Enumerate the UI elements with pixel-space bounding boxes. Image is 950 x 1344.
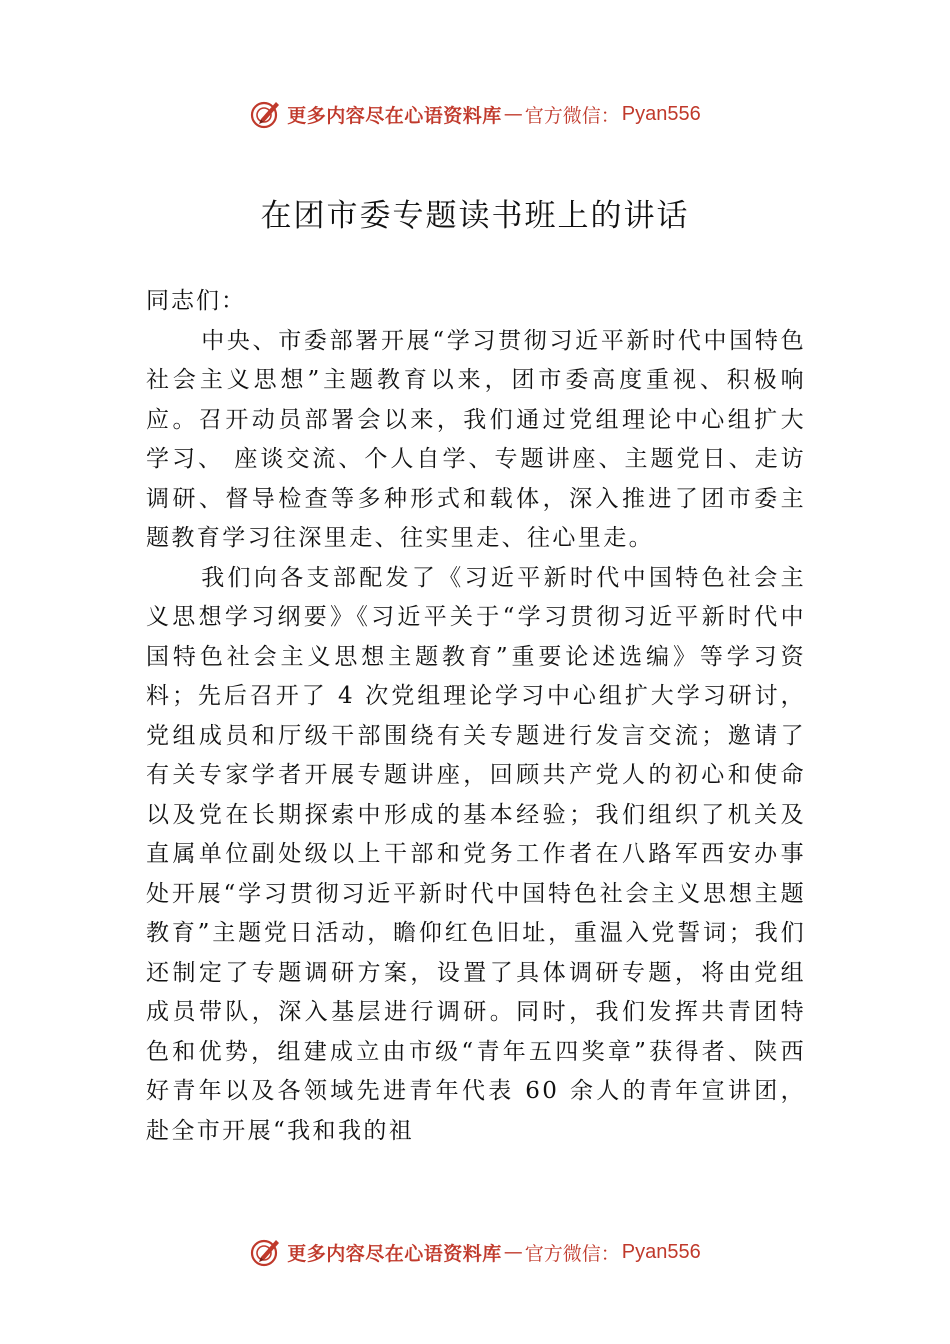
pen-logo-icon — [249, 1235, 283, 1269]
banner-text: 更多内容尽在心语资料库 — [287, 104, 502, 127]
document-title: 在团市委专题读书班上的讲话 — [260, 198, 690, 234]
paragraph: 我们向各支部配发了《习近平新时代中国特色社会主义思想学习纲要》《习近平关于“学习贯彻习近平新时代中国特色社会主义思想主题教育”重要论述选编》等学习资料；先后召开了 4 次党组理论学习中心组扩大学习研讨，党组成员和厅级干部围绕有关专题进行发言交流；邀请了有关专家学者开展专题讲座，回顾共产党人的初心和使命以及党在长期探索中形成的基本经验；我们组织了机关及直属单位副处级以上干部和党务工作者在八路军西安办事处开展“学习贯彻习近平新时代中国特色社会主义思想主题教育”主题党日活动，瞻仰红色旧址，重温入党誓词；我们还制定了专题调研方案，设置了具体调研专题，将由党组成员带队，深入基层进行调研。同时，我们发挥共青团特色和优势，组建成立由市级“青年五四奖章”获得者、陕西好青年以及各领域先进青年代表 60 余人的青年宣讲团，赴全市开展“我和我的祖 — [146, 564, 806, 1144]
salutation: 同志们： — [146, 288, 246, 314]
paragraph: 中央、市委部署开展“学习贯彻习近平新时代中国特色社会主义思想”主题教育以来，团市委高度重视、积极响应。召开动员部署会以来，我们通过党组理论中心组扩大学习、 座谈交流、个人自学、专题讲座、主题党日、走访调研、督导检查等多种形式和载体，深入推进了团市委主题教育学习往深里走、往实里走、往心里走。 — [146, 327, 806, 551]
document-body — [146, 282, 806, 1151]
banner-wechat-id: Pyan556 — [621, 102, 701, 125]
banner-wechat-label: 官方微信： — [524, 104, 620, 127]
banner-wechat-label: 官方微信： — [524, 1242, 620, 1265]
banner-text: 更多内容尽在心语资料库 — [287, 1242, 502, 1265]
header-banner — [0, 92, 950, 136]
pen-logo-icon — [249, 97, 283, 131]
footer-banner — [0, 1230, 950, 1274]
banner-wechat-id: Pyan556 — [621, 1240, 701, 1263]
banner-separator: — — [503, 1241, 523, 1263]
banner-separator: — — [503, 103, 523, 125]
